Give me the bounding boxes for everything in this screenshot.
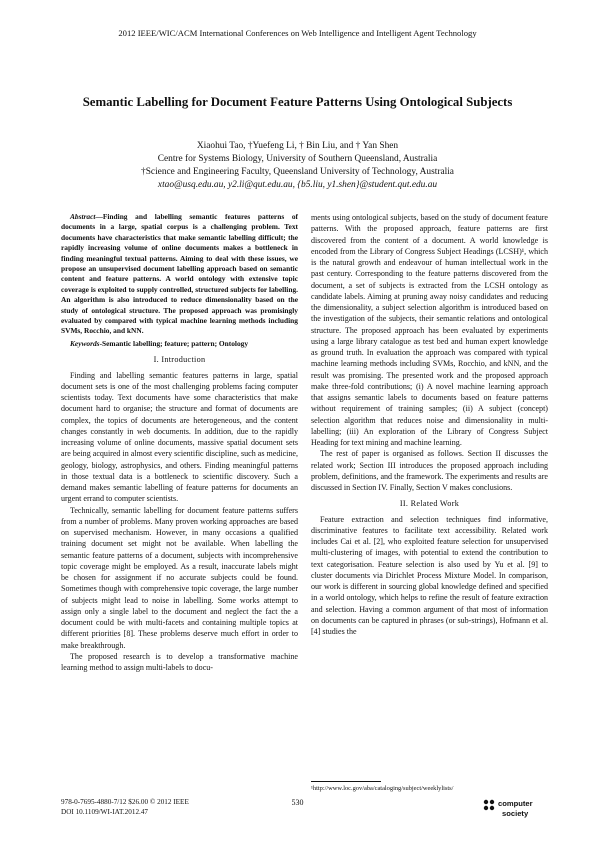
logo-line-2: society: [502, 809, 529, 818]
intro-paragraph-2: Technically, semantic labelling for document feature patterns suffers from a number of problems. Many proven working approaches are based on supervised mechanism. However, in many occasions a qualified training document set might not be available. When labelling the semantic feature patterns of a document, subjects with incomprehensive topic coverage might be employed. As a result, inaccurate labels might be chosen for assignment if no accurate subjects could be found. Sometimes though with comprehensive topic coverage, the large number of subjects might lead to noise in labelling. Some works attempt to assign only a single label to the document and neglect the fact the a document could be with multi-facets and containing multiple topics at different priorities [8]. These problems deserve much effort in order to make breakthrough.: [61, 505, 298, 650]
section-heading-related-work: II. Related Work: [399, 499, 460, 509]
affiliation-1: Centre for Systems Biology, University of Southern Queensland, Australia: [157, 154, 438, 164]
conference-header: 2012 IEEE/WIC/ACM International Conferences on Web Intelligence and Intelligent Agent Technology: [118, 28, 477, 38]
footnote: ¹http://www.loc.gov/aba/cataloging/subject/weeklylists/: [311, 785, 454, 792]
related-paragraph-1: Feature extraction and selection techniques find informative, discriminative features to facilitate text accessibility. Related work includes Cai et al. [2], who exploited feature selection for unsupervised multi-clustering of images, with potential to extend the contribution to text categorisation. Feature selection is also used by Yu et al. [9] to cluster documents via Dirichlet Process Mixture Model. In comparison, our work is different in sourcing global knowledge defined and specified in a world ontology, which helps to refine the result of feature extraction and selection. Having a common argument of that most of information on documents can be captured in phrases (or sub-strings), Hofmann et al. [4] studies the: [311, 514, 548, 636]
keywords-label: Keywords: [70, 338, 100, 348]
affiliation-2: †Science and Engineering Faculty, Queensland University of Technology, Australia: [141, 167, 454, 177]
keywords: [61, 339, 298, 349]
intro-paragraph-3-cont: ments using ontological subjects, based on the study of document feature patterns. With the proposed approach, feature patterns are first discovered from the content of a document. A world knowledge is encoded from the Library of Congress Subject Headings (LCSH)¹, which is the natural growth and endeavour of human intellectual work in the past century. Corresponding to the feature patterns discovered from the document, a set of subjects is extracted from the LCSH ontology as candidate labels. Aiming at pruning away noisy candidates and reducing the dimensionality, a subject selection algorithm is introduced based on the investigation of the subjects, their semantic relations and ontological structure. The proposed approach has been evaluated by experiments using a large library catalogue as test bed and human expert knowledge as ground truth. In evaluation the approach was compared with typical machine learning methods including SVMs, Rocchio, and kNN, and the result was promising. The presented work and the proposed approach make three-fold contributions; (i) A novel machine learning approach that assigns semantic labels to documents based on feature patterns without requirement of training samples; (ii) A subject (concept) selection algorithm that reduces noise and dimensionality in multi-labelling; (iii) An exploration of the Library of Congress Subject Heading for text mining and machine learning.: [311, 213, 548, 447]
logo-emblem-icon: [484, 800, 494, 810]
intro-paragraph-1: Finding and labelling semantic features patterns in large, spatial document sets is one of the most challenging problems facing computer scientists today. Text documents have some characteristics that make document hard to organise; the structure and format of documents are complex, the topics of documents are heterogeneous, and the content changes constantly in web documents. In addition, due to the rapidly increasing volume of online documents, massive spatial document sets are being acquired in almost every scientific discipline, such as medicine, geology, biology, astrophysics, and others. Finding meaningful patterns in those textual data is a bottleneck to scientific discovery. Such a demand makes semantic labelling of feature patterns for documents an urgent errand to computer scientists.: [61, 370, 298, 504]
left-column: [61, 212, 298, 673]
doi-line: DOI 10.1109/WI-IAT.2012.47: [61, 807, 149, 816]
abstract-text: Finding and labelling semantic features patterns of documents in a large, spatial corpus is a challenging problem. Text documents have characteristics that make semantic labelling difficult; the rapidly increasing volume of online documents makes a bottleneck in finding meaningful textual patterns. Aiming to deal with these issues, we propose an unsupervised document labelling approach based on semantic content and feature patterns. A world ontology with extensive topic coverage is exploited to supply controlled, structured subjects for labelling. An algorithm is also introduced to reduce dimensionality based on the study of ontological structure. The proposed approach was promisingly evaluated by compared with typical machine learning methods including SVMs, Rocchio, and kNN.: [61, 212, 298, 336]
footnote-rule: [311, 781, 381, 782]
isbn-line: 978-0-7695-4880-7/12 $26.00 © 2012 IEEE: [61, 798, 189, 806]
author-emails: xtao@usq.edu.au, y2.li@qut.edu.au, {b5.liu, y1.shen}@student.qut.edu.au: [157, 180, 438, 190]
author-names: Xiaohui Tao, †Yuefeng Li, † Bin Liu, and † Yan Shen: [196, 141, 399, 151]
keywords-text: -Semantic labelling; feature; pattern; Ontology: [99, 338, 249, 348]
intro-paragraph-3-start: The proposed research is to develop a transformative machine learning method to assign multi-labels to docu-: [61, 651, 298, 673]
abstract: [61, 212, 298, 337]
author-block: [0, 140, 595, 192]
ieee-computer-society-logo: [478, 794, 538, 822]
paper-title: Semantic Labelling for Document Feature Patterns Using Ontological Subjects: [82, 95, 513, 109]
page-number: 530: [291, 798, 304, 807]
intro-paragraph-4: The rest of paper is organised as follows. Section II discusses the related work; Section III introduces the proposed approach including problem, definitions, and the framework. The experiments and results are discussed in Section IV. Finally, Section V makes conclusions.: [311, 449, 548, 492]
abstract-label: Abstract—: [70, 212, 103, 221]
section-heading-introduction: I. Introduction: [153, 355, 206, 365]
right-column: [311, 212, 548, 637]
logo-line-1: computer: [498, 799, 533, 808]
